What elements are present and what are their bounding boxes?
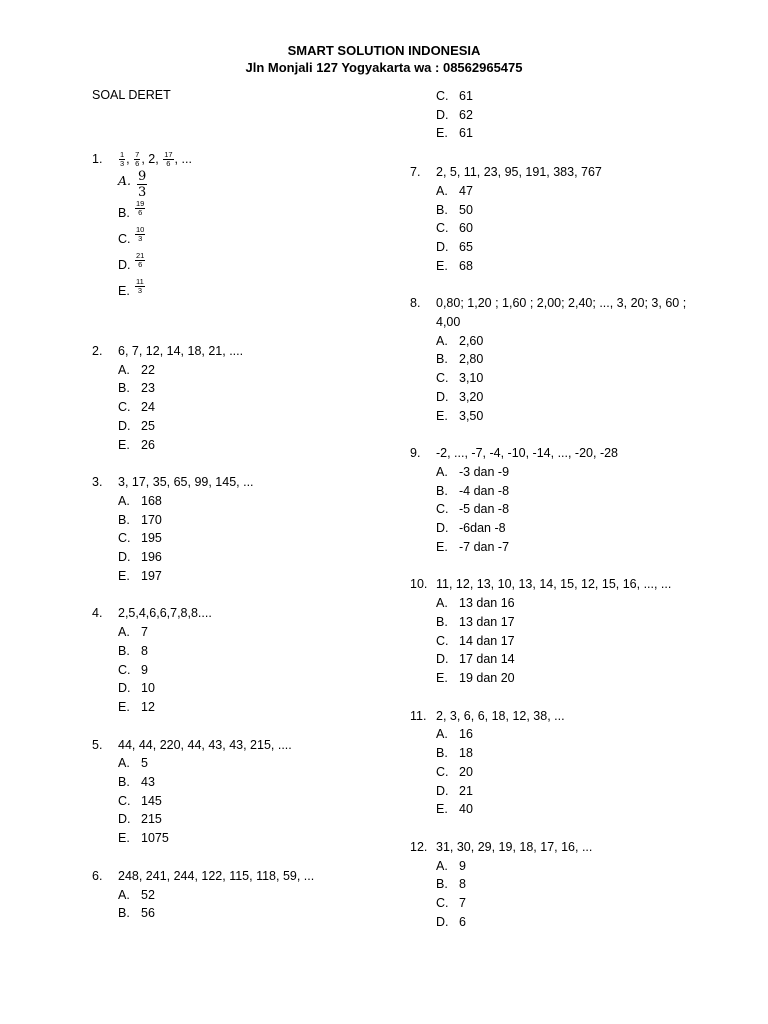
question-item bbox=[410, 838, 710, 932]
option-letter: D. bbox=[436, 107, 449, 122]
option-letter: C. bbox=[436, 896, 449, 911]
question-text: 6, 7, 12, 14, 18, 21, .... bbox=[118, 344, 244, 358]
answer-options bbox=[118, 623, 392, 717]
answer-options bbox=[118, 169, 392, 304]
option-text: 7 bbox=[141, 625, 148, 640]
option-letter: A. bbox=[436, 596, 448, 611]
answer-option bbox=[436, 482, 710, 501]
option-text: 3,10 bbox=[459, 371, 484, 386]
fraction: $\frac{19}{6}$ bbox=[136, 198, 145, 217]
answer-option bbox=[118, 492, 392, 511]
question-stem bbox=[92, 604, 392, 623]
question-stem bbox=[410, 163, 710, 182]
answer-option bbox=[118, 661, 392, 680]
fraction: $\frac{1}{3}$ bbox=[120, 150, 125, 169]
option-letter: E. bbox=[436, 539, 448, 554]
option-letter: B. bbox=[118, 643, 130, 658]
option-letter: C. bbox=[436, 633, 449, 648]
section-title: SOAL DERET bbox=[92, 88, 171, 102]
question-stem bbox=[410, 838, 710, 857]
answer-option bbox=[436, 350, 710, 369]
option-text: 16 bbox=[459, 727, 473, 742]
option-text: 52 bbox=[141, 887, 155, 902]
question-6-continued-options bbox=[436, 87, 710, 143]
answer-option bbox=[436, 182, 710, 201]
option-text: 21 bbox=[459, 783, 473, 798]
answer-option bbox=[436, 613, 710, 632]
option-letter: D. bbox=[118, 550, 131, 565]
option-text: 25 bbox=[141, 418, 155, 433]
answer-option bbox=[436, 538, 710, 557]
option-text: -6dan -8 bbox=[459, 521, 506, 536]
option-text: 197 bbox=[141, 568, 162, 583]
answer-option bbox=[436, 632, 710, 651]
option-letter: D. bbox=[118, 681, 131, 696]
answer-options bbox=[436, 857, 710, 932]
answer-option bbox=[118, 567, 392, 586]
answer-option bbox=[436, 913, 710, 932]
answer-option bbox=[118, 698, 392, 717]
option-letter: E. bbox=[436, 802, 448, 817]
option-text: 215 bbox=[141, 812, 162, 827]
option-text: 56 bbox=[141, 906, 155, 921]
question-stem bbox=[410, 707, 710, 726]
answer-option bbox=[118, 169, 392, 200]
option-letter: C. bbox=[436, 764, 449, 779]
question-item bbox=[410, 163, 710, 275]
option-text: 145 bbox=[141, 793, 162, 808]
header-address: Jln Monjali 127 Yogyakarta wa : 08562965475 bbox=[245, 60, 523, 75]
option-letter: B. bbox=[436, 352, 448, 367]
answer-option bbox=[118, 252, 392, 278]
question-stem bbox=[92, 342, 392, 361]
answer-option bbox=[436, 894, 710, 913]
option-letter: A. bbox=[436, 727, 448, 742]
option-text: -3 dan -9 bbox=[459, 464, 510, 479]
answer-option bbox=[436, 388, 710, 407]
answer-option bbox=[436, 219, 710, 238]
answer-option bbox=[436, 369, 710, 388]
option-letter: A. bbox=[436, 858, 448, 873]
question-number: 7. bbox=[410, 165, 421, 180]
fraction: $\frac{10}{3}$ bbox=[136, 224, 145, 243]
option-letter: E. bbox=[436, 258, 448, 273]
option-letter: E. bbox=[118, 437, 130, 452]
header-company: SMART SOLUTION INDONESIA bbox=[287, 43, 481, 58]
option-text: 2,80 bbox=[459, 352, 484, 367]
answer-options bbox=[436, 463, 710, 557]
option-letter: E. bbox=[118, 283, 130, 298]
answer-option bbox=[436, 669, 710, 688]
question-item bbox=[410, 707, 710, 819]
question-number: 3. bbox=[92, 475, 103, 490]
option-letter: B. bbox=[436, 483, 448, 498]
option-text: 50 bbox=[459, 202, 473, 217]
option-letter: C. bbox=[118, 231, 131, 246]
option-text: 170 bbox=[141, 512, 162, 527]
answer-options bbox=[118, 754, 392, 848]
question-number: 5. bbox=[92, 737, 103, 752]
question-number: 1. bbox=[92, 152, 103, 166]
question-item bbox=[92, 736, 392, 848]
option-letter: E. bbox=[118, 568, 130, 583]
right-column bbox=[410, 87, 710, 950]
option-letter: E. bbox=[436, 670, 448, 685]
option-letter: D. bbox=[436, 521, 449, 536]
option-letter: B. bbox=[118, 775, 130, 790]
question-item bbox=[410, 294, 710, 425]
answer-option bbox=[436, 407, 710, 426]
option-text: 8 bbox=[459, 877, 466, 892]
option-letter: C. bbox=[118, 400, 131, 415]
option-letter: A. bbox=[118, 756, 130, 771]
question-stem bbox=[92, 150, 392, 169]
option-text: 3,20 bbox=[459, 389, 484, 404]
option-text: 12 bbox=[141, 699, 155, 714]
option-text: 68 bbox=[459, 258, 473, 273]
answer-options bbox=[118, 492, 392, 586]
question-text: 3, 17, 35, 65, 99, 145, ... bbox=[118, 475, 254, 490]
option-letter: D. bbox=[118, 812, 131, 827]
answer-option bbox=[436, 857, 710, 876]
answer-option bbox=[118, 398, 392, 417]
option-letter: C. bbox=[118, 793, 131, 808]
answer-option bbox=[118, 773, 392, 792]
option-letter: B. bbox=[118, 205, 130, 220]
answer-option bbox=[118, 810, 392, 829]
option-letter: B. bbox=[436, 746, 448, 761]
option-text: 195 bbox=[141, 531, 162, 546]
answer-option bbox=[118, 379, 392, 398]
option-text: 43 bbox=[141, 775, 155, 790]
answer-option bbox=[118, 278, 392, 304]
option-letter: D. bbox=[436, 239, 449, 254]
question-stem bbox=[410, 294, 710, 331]
fraction: $\frac{17}{6}$ bbox=[164, 150, 173, 169]
option-letter: E. bbox=[118, 831, 130, 846]
option-letter: D. bbox=[118, 418, 131, 433]
option-letter: B. bbox=[436, 614, 448, 629]
option-text: 2,60 bbox=[459, 333, 484, 348]
option-text: 196 bbox=[141, 550, 162, 565]
option-text: 60 bbox=[459, 221, 473, 236]
option-text: 61 bbox=[459, 126, 473, 141]
option-text: 7 bbox=[459, 896, 466, 911]
document-header bbox=[0, 42, 768, 76]
answer-option bbox=[436, 106, 710, 125]
answer-option bbox=[118, 511, 392, 530]
option-letter: A. bbox=[118, 362, 130, 377]
answer-options bbox=[118, 361, 392, 455]
question-1 bbox=[92, 150, 392, 342]
answer-option bbox=[436, 594, 710, 613]
option-letter: D. bbox=[436, 652, 449, 667]
option-letter: B. bbox=[436, 202, 448, 217]
question-number: 11. bbox=[410, 708, 427, 723]
fraction: $\frac{9}{3}$ bbox=[138, 168, 147, 200]
answer-option bbox=[436, 500, 710, 519]
option-text: 13 dan 16 bbox=[459, 596, 515, 611]
answer-option bbox=[118, 529, 392, 548]
answer-option bbox=[436, 124, 710, 143]
answer-option bbox=[436, 257, 710, 276]
question-text: 2, 3, 6, 6, 18, 12, 38, ... bbox=[436, 708, 565, 723]
option-letter: A. bbox=[118, 625, 130, 640]
answer-option bbox=[436, 332, 710, 351]
question-text: 0,80; 1,20 ; 1,60 ; 2,00; 2,40; ..., 3, 20; 3, 60 ; 4,00 bbox=[436, 296, 687, 330]
answer-option bbox=[118, 548, 392, 567]
fraction: $\frac{11}{3}$ bbox=[136, 276, 144, 295]
option-text: 61 bbox=[459, 89, 473, 103]
answer-option bbox=[436, 763, 710, 782]
answer-option bbox=[118, 904, 392, 923]
answer-options bbox=[436, 182, 710, 276]
question-stem bbox=[92, 736, 392, 755]
option-letter: E. bbox=[436, 126, 448, 141]
answer-option bbox=[436, 87, 710, 106]
answer-option bbox=[118, 226, 392, 252]
question-number: 9. bbox=[410, 446, 421, 461]
option-text: 9 bbox=[141, 662, 148, 677]
option-text: 8 bbox=[141, 643, 148, 658]
answer-option bbox=[118, 829, 392, 848]
answer-options bbox=[436, 594, 710, 688]
answer-option bbox=[436, 782, 710, 801]
option-text: -5 dan -8 bbox=[459, 502, 510, 517]
option-letter: C. bbox=[118, 531, 131, 546]
option-text: 3,50 bbox=[459, 408, 484, 423]
answer-option bbox=[118, 679, 392, 698]
option-text: 40 bbox=[459, 802, 473, 817]
answer-option bbox=[118, 886, 392, 905]
question-text: 2,5,4,6,6,7,8,8.... bbox=[118, 606, 212, 621]
answer-option bbox=[436, 875, 710, 894]
question-text: 44, 44, 220, 44, 43, 43, 215, .... bbox=[118, 737, 292, 752]
option-text: 47 bbox=[459, 183, 473, 198]
option-text: -7 dan -7 bbox=[459, 539, 510, 554]
question-item bbox=[92, 867, 392, 923]
option-text: 5 bbox=[141, 756, 148, 771]
option-text: 18 bbox=[459, 746, 473, 761]
option-letter: C. bbox=[436, 371, 449, 386]
option-letter: B. bbox=[118, 381, 130, 396]
option-letter: A. bbox=[118, 172, 132, 188]
question-text: -2, ..., -7, -4, -10, -14, ..., -20, -28 bbox=[436, 446, 619, 461]
question-item bbox=[92, 604, 392, 716]
answer-option bbox=[436, 744, 710, 763]
question-text: 31, 30, 29, 19, 18, 17, 16, ... bbox=[436, 839, 593, 854]
option-text: -4 dan -8 bbox=[459, 483, 510, 498]
option-text: 22 bbox=[141, 362, 155, 377]
option-letter: D. bbox=[436, 783, 449, 798]
question-number: 4. bbox=[92, 606, 103, 621]
answer-option bbox=[436, 238, 710, 257]
option-text: 20 bbox=[459, 764, 473, 779]
answer-option bbox=[118, 792, 392, 811]
answer-option bbox=[436, 463, 710, 482]
answer-option bbox=[118, 754, 392, 773]
option-letter: D. bbox=[436, 389, 449, 404]
option-letter: B. bbox=[436, 877, 448, 892]
question-stem bbox=[410, 575, 710, 594]
question-number: 10. bbox=[410, 577, 428, 592]
answer-option bbox=[118, 436, 392, 455]
answer-option bbox=[118, 361, 392, 380]
option-letter: B. bbox=[118, 906, 130, 921]
answer-options bbox=[118, 886, 392, 923]
question-item bbox=[410, 444, 710, 556]
answer-option bbox=[436, 725, 710, 744]
option-text: 6 bbox=[459, 914, 466, 929]
option-letter: A. bbox=[436, 183, 448, 198]
question-item bbox=[92, 342, 392, 454]
option-text: 19 dan 20 bbox=[459, 670, 515, 685]
fraction: $\frac{7}{6}$ bbox=[135, 150, 140, 169]
option-letter: D. bbox=[118, 257, 131, 272]
answer-options bbox=[436, 725, 710, 819]
left-questions bbox=[92, 342, 392, 923]
option-text: 24 bbox=[141, 400, 155, 415]
answer-option bbox=[118, 642, 392, 661]
answer-options bbox=[436, 332, 710, 426]
question-stem bbox=[410, 444, 710, 463]
question-text: 11, 12, 13, 10, 13, 14, 15, 12, 15, 16, ..., ... bbox=[436, 577, 672, 592]
option-text: 1075 bbox=[141, 831, 169, 846]
option-text: 9 bbox=[459, 858, 466, 873]
question-stem bbox=[92, 867, 392, 886]
option-text: 65 bbox=[459, 239, 473, 254]
answer-option bbox=[436, 650, 710, 669]
question-text: $\frac{1}{3}$ , $\frac{7}{6}$ , 2, $\frac{17}{6}$ , ... bbox=[120, 150, 192, 169]
question-number: 12. bbox=[410, 839, 428, 854]
option-letter: A. bbox=[436, 333, 448, 348]
question-item bbox=[410, 575, 710, 687]
option-letter: E. bbox=[118, 699, 130, 714]
right-questions bbox=[410, 163, 710, 931]
option-text: 17 dan 14 bbox=[459, 652, 515, 667]
question-text: 248, 241, 244, 122, 115, 118, 59, ... bbox=[118, 868, 315, 883]
option-letter: C. bbox=[436, 89, 449, 103]
question-number: 8. bbox=[410, 296, 421, 311]
answer-option bbox=[118, 200, 392, 226]
left-column bbox=[92, 150, 392, 942]
option-text: 10 bbox=[141, 681, 155, 696]
option-letter: A. bbox=[436, 464, 448, 479]
answer-option bbox=[118, 623, 392, 642]
answer-option bbox=[436, 201, 710, 220]
option-letter: C. bbox=[436, 502, 449, 517]
option-letter: C. bbox=[118, 662, 131, 677]
option-text: 23 bbox=[141, 381, 155, 396]
option-text: 62 bbox=[459, 107, 473, 122]
option-text: 14 dan 17 bbox=[459, 633, 515, 648]
option-letter: B. bbox=[118, 512, 130, 527]
option-text: 26 bbox=[141, 437, 155, 452]
option-letter: C. bbox=[436, 221, 449, 236]
question-text: 2, 5, 11, 23, 95, 191, 383, 767 bbox=[436, 165, 602, 180]
option-letter: E. bbox=[436, 408, 448, 423]
answer-option bbox=[436, 519, 710, 538]
option-letter: D. bbox=[436, 914, 449, 929]
question-number: 6. bbox=[92, 868, 103, 883]
option-text: 168 bbox=[141, 493, 162, 508]
option-letter: A. bbox=[118, 493, 130, 508]
option-text: 13 dan 17 bbox=[459, 614, 515, 629]
fraction: $\frac{21}{6}$ bbox=[136, 250, 145, 269]
question-number: 2. bbox=[92, 344, 103, 358]
answer-option bbox=[118, 417, 392, 436]
question-stem bbox=[92, 473, 392, 492]
question-item bbox=[92, 473, 392, 585]
option-letter: A. bbox=[118, 887, 130, 902]
answer-option bbox=[436, 800, 710, 819]
